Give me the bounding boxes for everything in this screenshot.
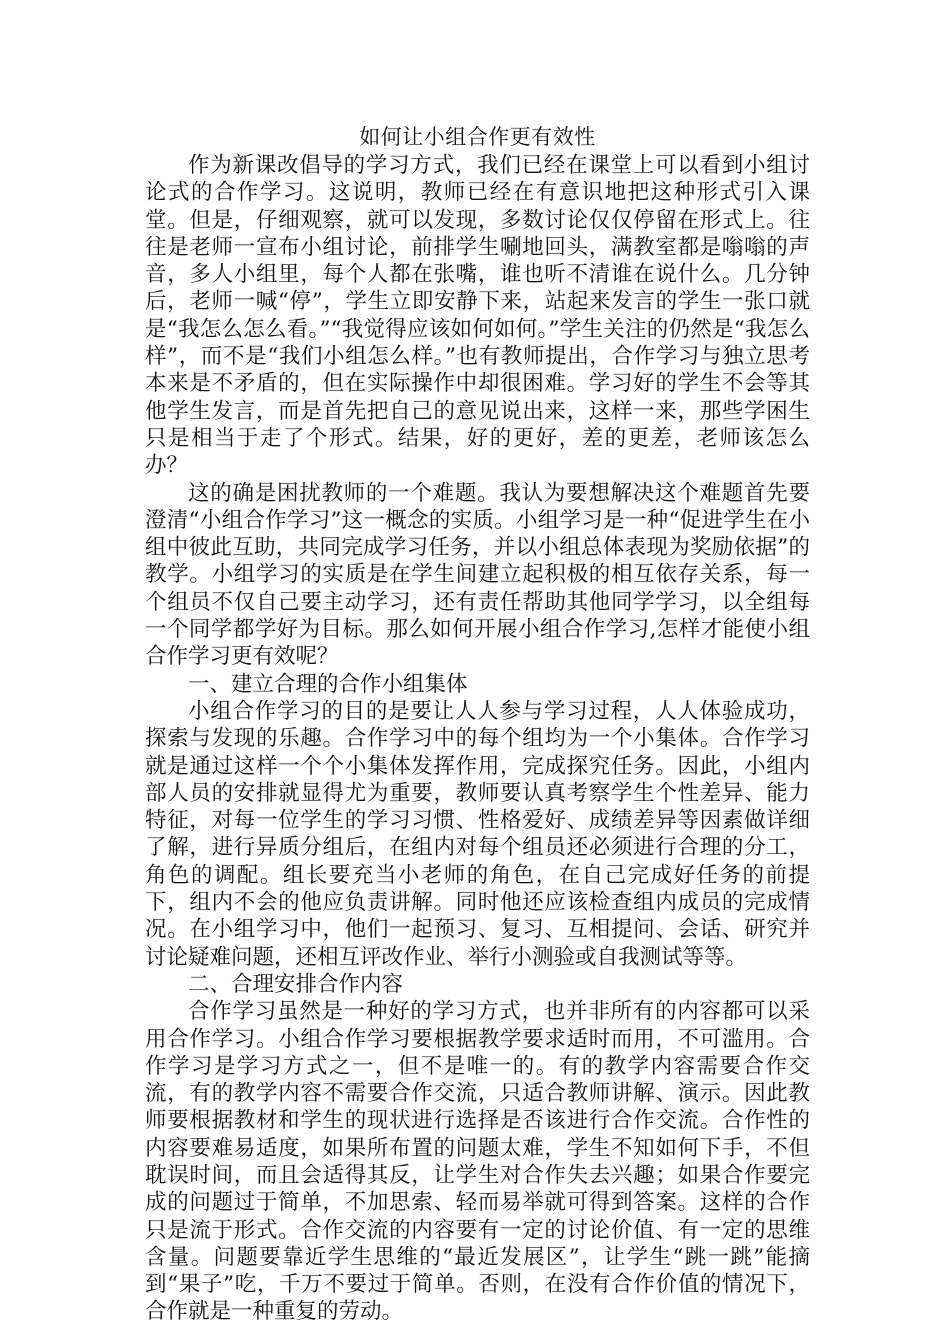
- document-title: 如何让小组合作更有效性: [359, 125, 596, 149]
- paragraph-definition: 这的确是困扰教师的一个难题。我认为要想解决这个难题首先要澄清“小组合作学习”这一概念的实质。小组学习是一种“促进学生在小组中彼此互助，共同完成学习任务，并以小组总体表现为奖励依据”的教学。小组学习的实质是在学生间建立起积极的相互依存关系，每一个组员不仅自己要主动学习，还有责任帮助其他同学学习，以全组每一个同学都学好为目标。那么如何开展小组合作学习,怎样才能使小组合作学习更有效呢？: [145, 480, 810, 670]
- paragraph-section-1: 小组合作学习的目的是要让人人参与学习过程，人人体验成功，探索与发现的乐趣。合作学习中的每个组均为一个小集体。合作学习就是通过这样一个个小集体发挥作用，完成探究任务。因此，小组内部人员的安排就显得尤为重要，教师要认真考察学生个性差异、能力特征，对每一位学生的学习习惯、性格爱好、成绩差异等因素做详细了解，进行异质分组后，在组内对每个组员还必须进行合理的分工，角色的调配。组长要充当小老师的角色，在自己完成好任务的前提下，组内不会的他应负责讲解。同时他还应该检查组内成员的完成情况。在小组学习中，他们一起预习、复习、互相提问、会话、研究并讨论疑难问题，还相互评改作业、举行小测验或自我测试等等。: [145, 698, 810, 970]
- paragraph-section-2: 合作学习虽然是一种好的学习方式，也并非所有的内容都可以采用合作学习。小组合作学习要根据教学要求适时而用，不可滥用。合作学习是学习方式之一，但不是唯一的。有的教学内容需要合作交流，有的教学内容不需要合作交流，只适合教师讲解、演示。因此教师要根据教材和学生的现状进行选择是否该进行合作交流。合作性的内容要难易适度，如果所布置的问题太难，学生不知如何下手，不但耽误时间，而且会适得其反，让学生对合作失去兴趣；如果合作要完成的问题过于简单，不加思索、轻而易举就可得到答案。这样的合作只是流于形式。合作交流的内容要有一定的讨论价值、有一定的思维含量。问题要靠近学生思维的“最近发展区”，让学生“跳一跳”能摘到“果子”吃，千万不要过于简单。否则，在没有合作价值的情况下，合作就是一种重复的劳动。: [145, 999, 810, 1325]
- section-heading-1: 一、建立合理的合作小组集体: [188, 671, 468, 697]
- paragraph-intro: 作为新课改倡导的学习方式，我们已经在课堂上可以看到小组讨论式的合作学习。这说明，教师已经在有意识地把这种形式引入课堂。但是，仔细观察，就可以发现，多数讨论仅仅停留在形式上。往往是老师一宣布小组讨论，前排学生唰地回头，满教室都是嗡嗡的声音，多人小组里，每个人都在张嘴，谁也听不清谁在说什么。几分钟后，老师一喊“停”，学生立即安静下来，站起来发言的学生一张口就是“我怎么怎么看。”“我觉得应该如何如何。”学生关注的仍然是“我怎么样”，而不是“我们小组怎么样。”也有教师提出，合作学习与独立思考本来是不矛盾的，但在实际操作中却很困难。学习好的学生不会等其他学生发言，而是首先把自己的意见说出来，这样一来，那些学困生只是相当于走了个形式。结果，好的更好，差的更差，老师该怎么办？: [145, 153, 810, 479]
- document-page: [145, 122, 810, 1326]
- section-heading-2: 二、合理安排合作内容: [188, 971, 404, 997]
